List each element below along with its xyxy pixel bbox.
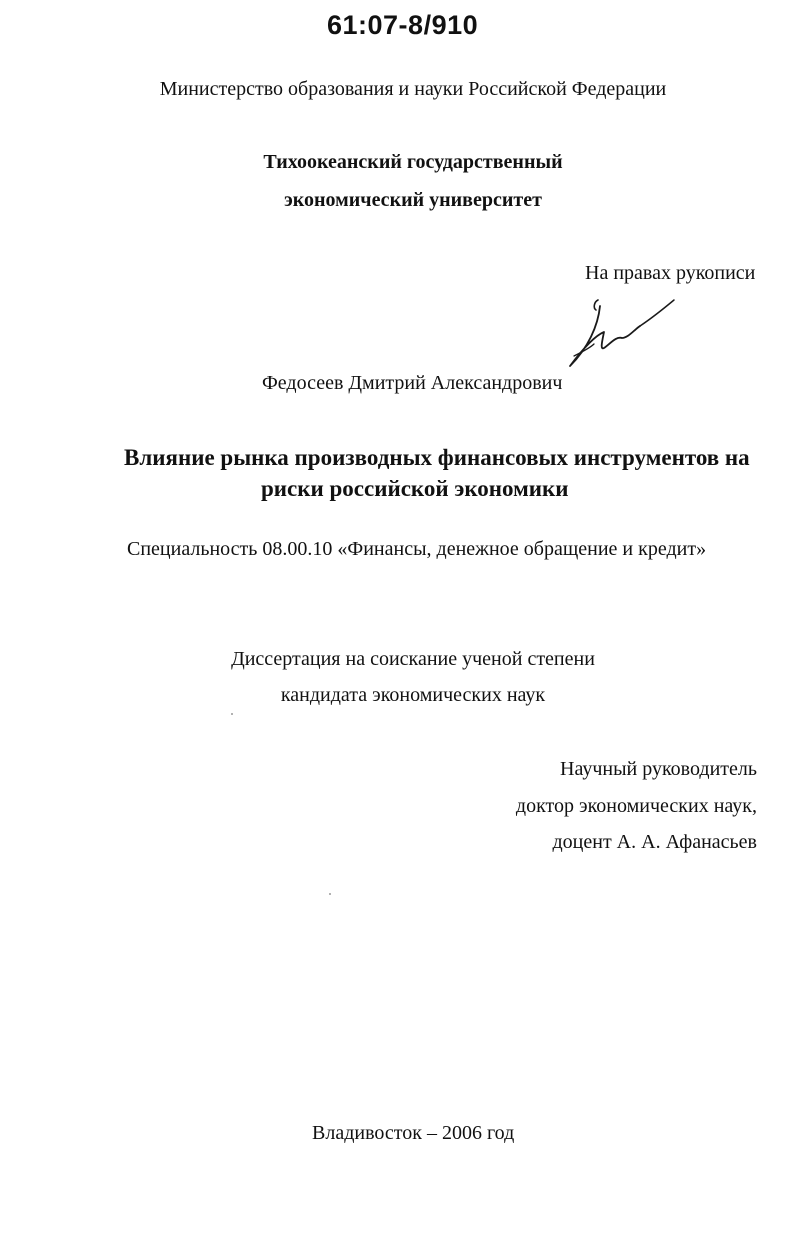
rights-notice: На правах рукописи xyxy=(585,262,756,284)
archive-stamp: 61:07-8/910 xyxy=(327,10,479,40)
scan-speck xyxy=(231,713,233,715)
degree-line1: Диссертация на соискание ученой степени xyxy=(231,648,595,670)
handwritten-signature xyxy=(560,286,680,376)
scan-speck xyxy=(329,893,331,895)
supervisor-name: доцент А. А. Афанасьев xyxy=(552,831,757,853)
dissertation-title-line1: Влияние рынка производных финансовых инструментов на xyxy=(124,445,750,470)
university-name-line1: Тихоокеанский государственный xyxy=(263,151,563,173)
place-and-year: Владивосток – 2006 год xyxy=(312,1122,515,1144)
ministry-heading: Министерство образования и науки Российской Федерации xyxy=(159,78,667,100)
degree-line2: кандидата экономических наук xyxy=(280,684,546,706)
university-name-line2: экономический университет xyxy=(284,189,542,211)
supervisor-degree: доктор экономических наук, xyxy=(515,795,757,817)
author-name: Федосеев Дмитрий Александрович xyxy=(262,372,563,394)
specialty-line: Специальность 08.00.10 «Финансы, денежное обращение и кредит» xyxy=(127,538,707,560)
dissertation-title-line2: риски российской экономики xyxy=(261,476,569,501)
supervisor-role: Научный руководитель xyxy=(560,758,757,780)
